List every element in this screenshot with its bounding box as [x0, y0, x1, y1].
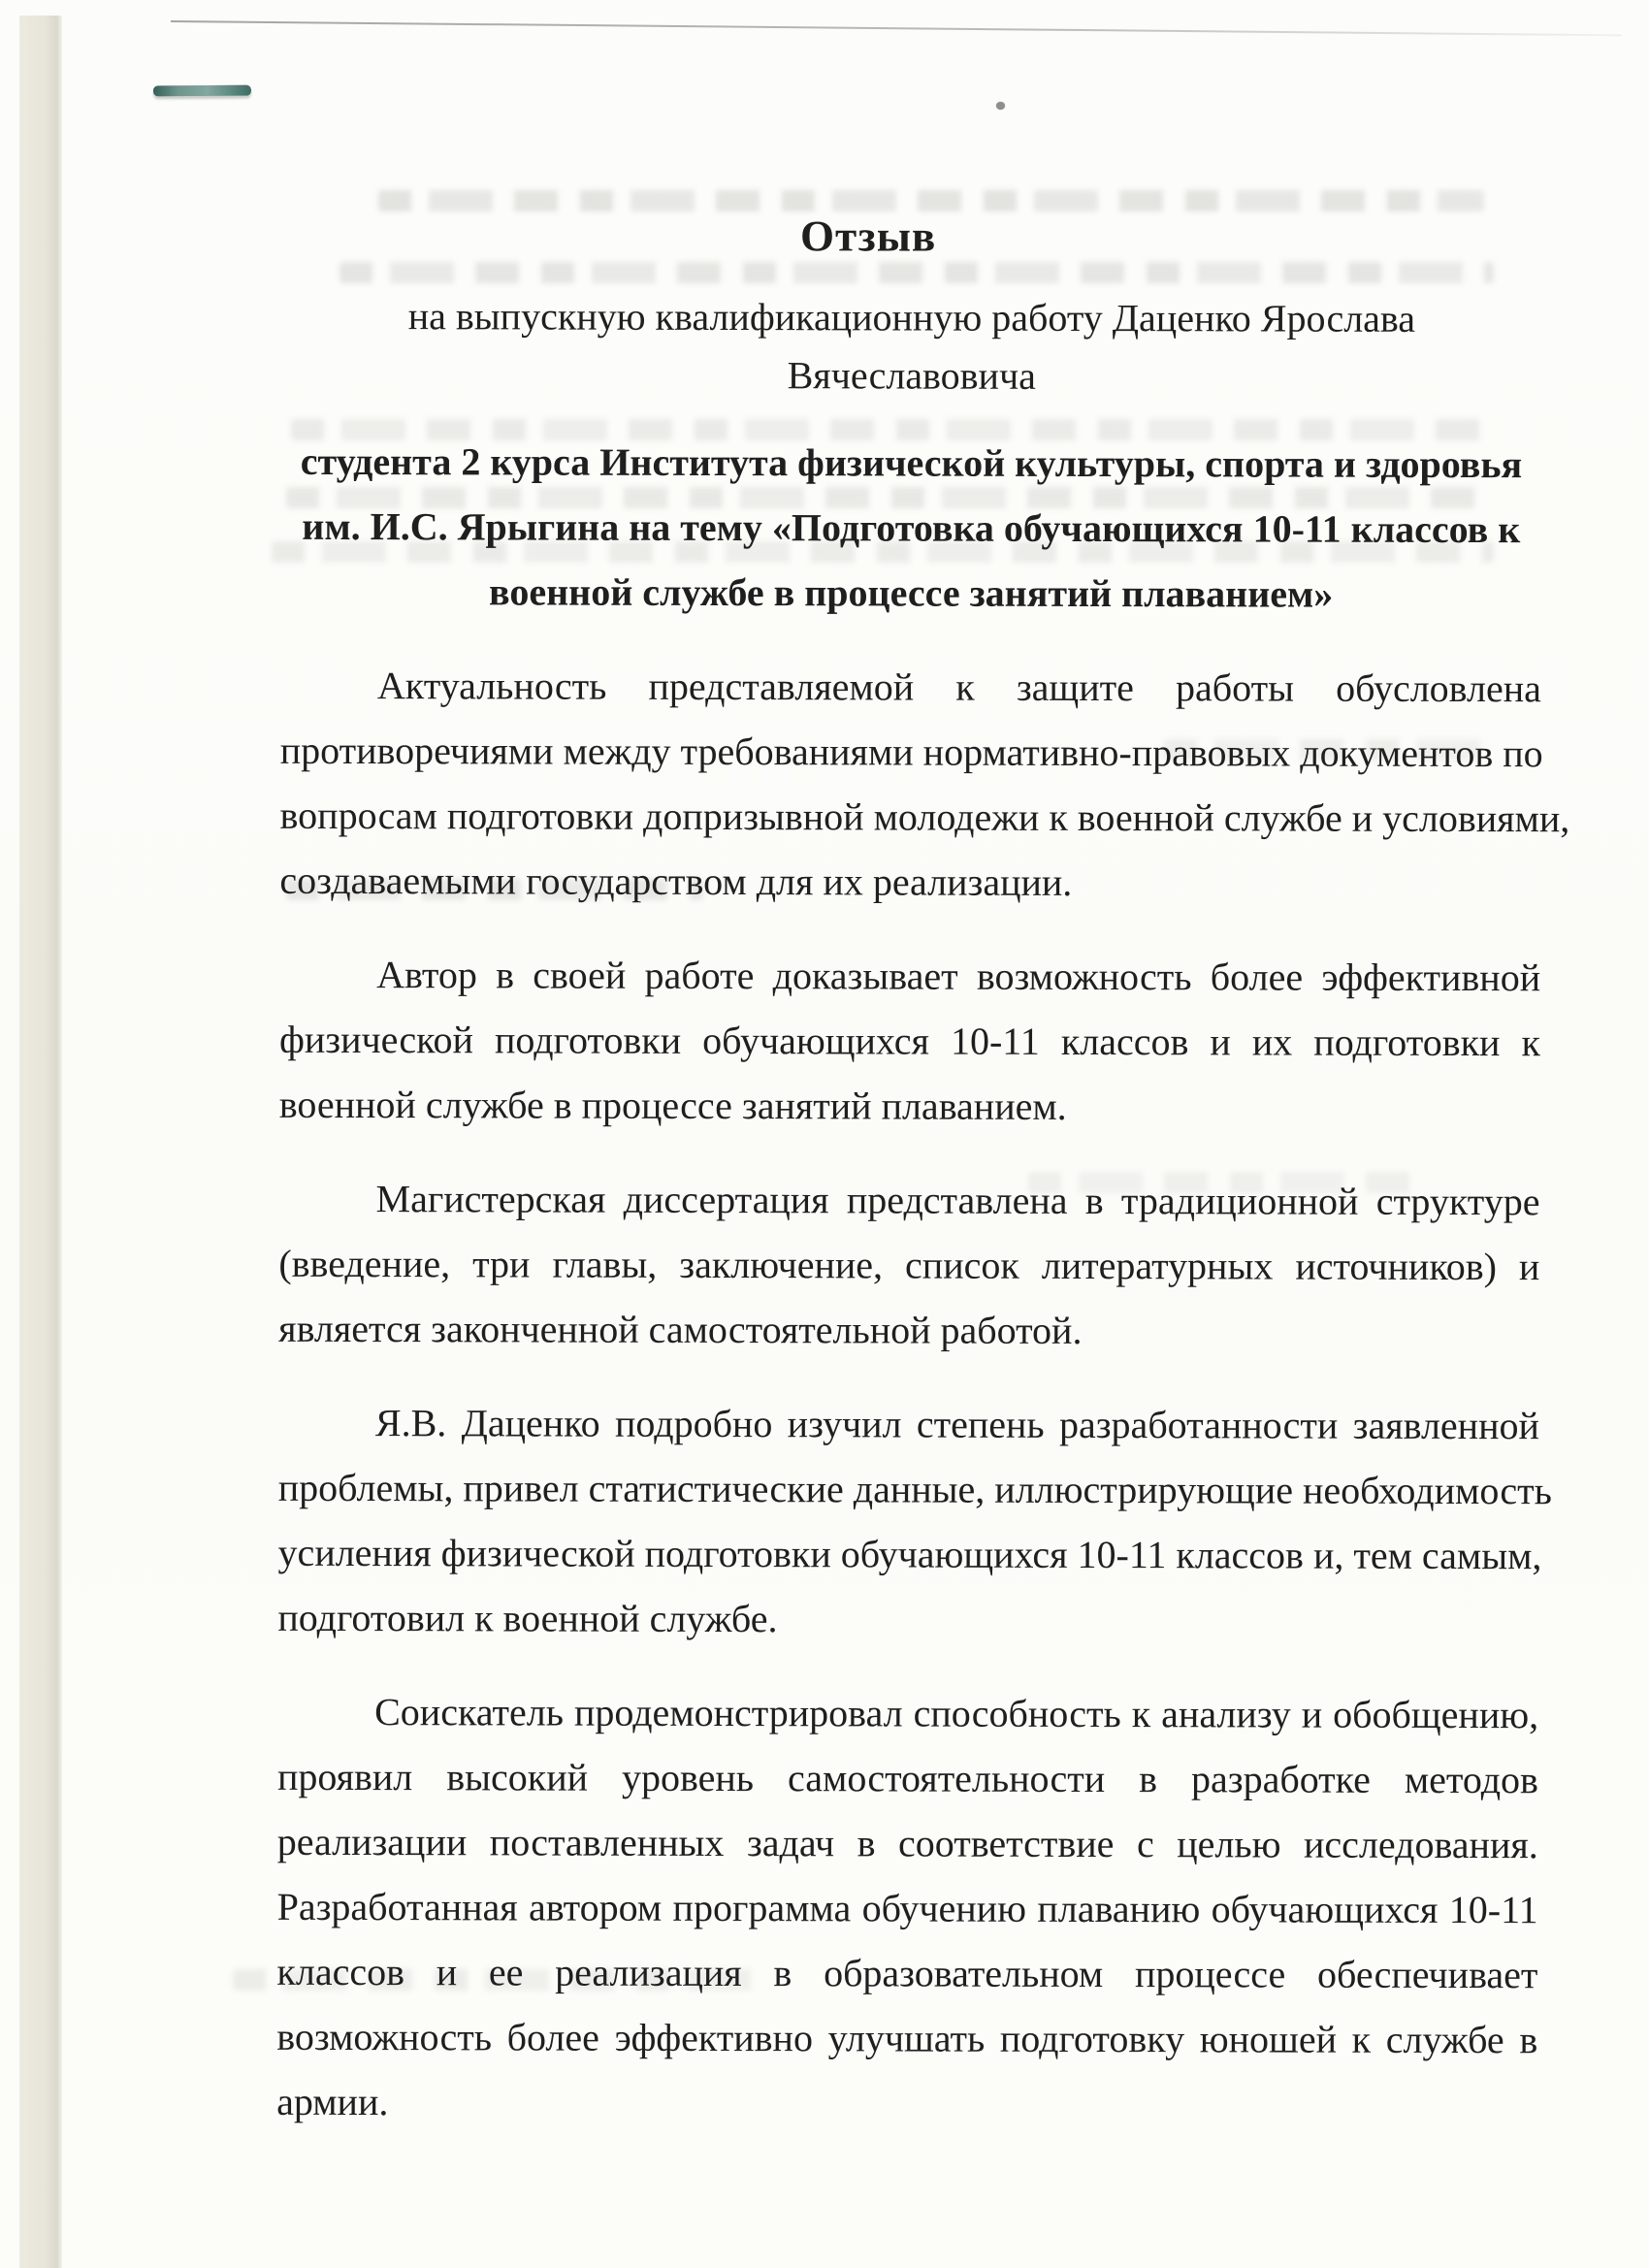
body-line: проявил высокий уровень самостоятельности в разработке методов	[276, 1754, 1539, 1802]
body-line: Актуальность представляемой к защите работы обусловлена	[376, 664, 1541, 711]
paragraph	[276, 1679, 1538, 2137]
body-line: армии.	[276, 2079, 389, 2124]
body-line: военной службе в процессе занятий плаванием.	[278, 1082, 1067, 1128]
review-subject-line: на выпускную квалификационную работу Даценко Ярослава Вячеславовича	[407, 294, 1416, 398]
document-title: Отзыв	[799, 211, 937, 261]
scanner-edge-band	[19, 16, 62, 2268]
body-line: Магистерская диссертация представлена в традиционной структуре	[375, 1177, 1540, 1224]
body-line: Разработанная автором программа обучению плаванию обучающихся 10-11	[276, 1884, 1538, 1932]
body-line: физической подготовки обучающихся 10-11 классов и их подготовки к	[278, 1017, 1541, 1065]
body-line: Соискатель продемонстрировал способность к анализу и обобщению,	[374, 1690, 1539, 1737]
body-line: возможность более эффективно улучшать подготовку юношей к службе в	[276, 2014, 1538, 2062]
body-line: классов и ее реализация в образовательном процессе обеспечивает	[276, 1949, 1538, 1997]
body-line: Автор в своей работе доказывает возможность более эффективной	[376, 953, 1541, 1000]
header-line: студента 2 курса Института физической культуры, спорта и здоровья	[300, 438, 1523, 487]
paragraph	[279, 942, 1541, 1140]
body-line: реализации поставленных задач в соответствие с целью исследования.	[276, 1819, 1538, 1867]
body-line: (введение, три главы, заключение, список литературных источников) и	[278, 1241, 1540, 1289]
body-line: является законченной самостоятельной работой.	[278, 1306, 1083, 1353]
header-line: военной службе в процессе занятий плаванием»	[489, 569, 1334, 616]
body-line: проблемы, привел статистические данные, иллюстрирующие необходимость	[277, 1465, 1552, 1513]
document-text-block	[276, 0, 1570, 2137]
paragraph	[278, 1166, 1540, 1364]
body-line: вопросам подготовки допризывной молодежи к военной службе и условиями,	[279, 793, 1570, 841]
student-info-header	[280, 429, 1542, 627]
body-line: подготовил к военной службе.	[277, 1595, 778, 1641]
body-line: создаваемыми государством для их реализации.	[279, 858, 1073, 904]
paragraph	[279, 653, 1570, 916]
staple-mark	[153, 85, 251, 97]
body-line: усиления физической подготовки обучающихся 10-11 классов и, тем самым,	[277, 1530, 1542, 1578]
body-line: противоречиями между требованиями нормативно-правовых документов по	[279, 728, 1543, 776]
body-line: Я.В. Даценко подробно изучил степень разработанности заявленной	[374, 1401, 1540, 1448]
review-body	[276, 653, 1570, 2137]
paragraph	[277, 1390, 1552, 1653]
header-line: им. И.С. Ярыгина на тему «Подготовка обучающихся 10-11 классов к	[302, 503, 1521, 552]
